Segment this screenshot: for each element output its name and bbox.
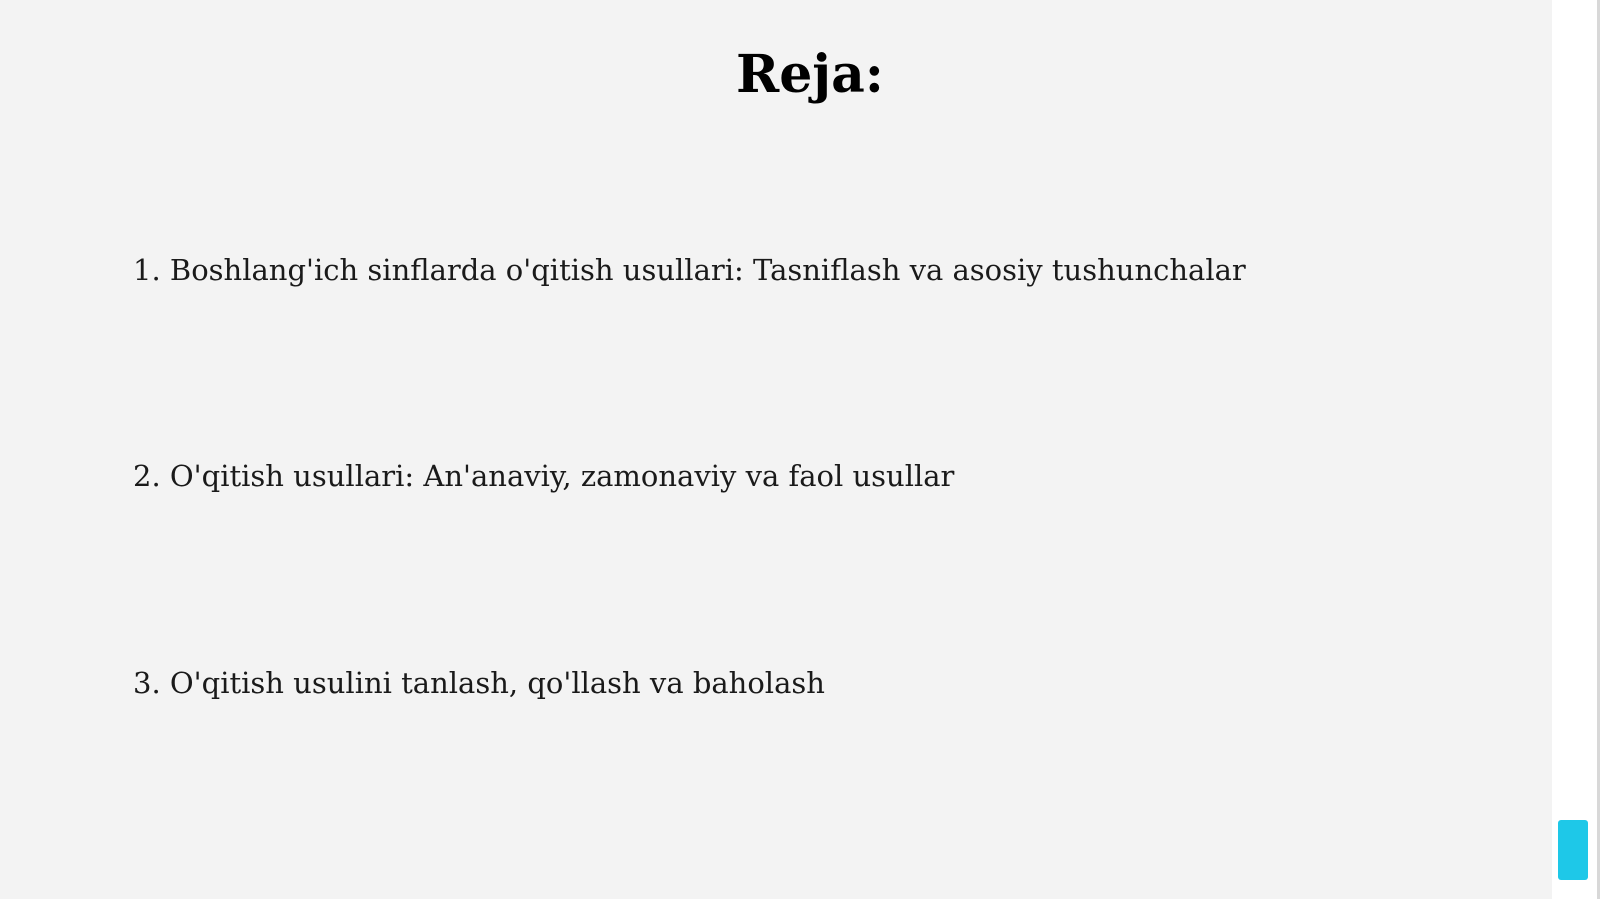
side-panel	[1552, 0, 1600, 899]
scroll-indicator[interactable]	[1558, 820, 1588, 880]
slide-title: Reja:	[735, 44, 884, 105]
plan-item-1: 1. Boshlang'ich sinflarda o'qitish usullari: Tasniflash va asosiy tushunchalar	[133, 253, 1246, 287]
plan-item-2: 2. O'qitish usullari: An'anaviy, zamonaviy va faol usullar	[133, 459, 955, 493]
plan-item-3: 3. O'qitish usulini tanlash, qo'llash va baholash	[133, 666, 825, 700]
